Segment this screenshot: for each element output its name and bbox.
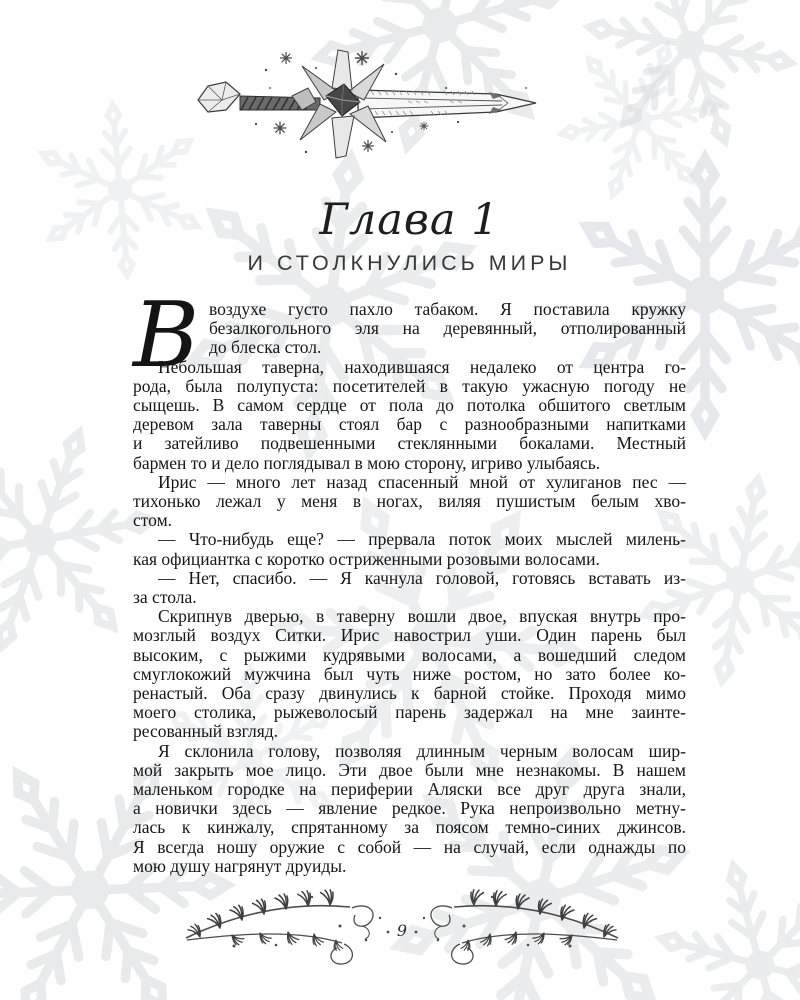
text-line: ресованный взгляд. [133, 721, 279, 742]
text-line: Скрипнув дверью, в таверну вошли двое, впуская внутрь про- [158, 606, 686, 627]
body-text [133, 283, 686, 876]
text-line: мою душу нагрянут друиды. [133, 855, 347, 876]
text-line: воздухе густо пахло табаком. Я поставила кружку [209, 299, 686, 319]
text-line: бармен то и дело поглядывал в мою сторону, игриво улыбаясь. [133, 452, 601, 473]
text-line: сыщешь. В самом сердце от пола до потолка обшитого светлым [133, 395, 686, 416]
text-line: а новички здесь — явление редкое. Рука непроизвольно метну- [133, 798, 686, 819]
text-line: моего столика, рыжеволосый парень задержал на мне заинте- [133, 702, 686, 723]
text-line: мозглый воздух Ситки. Ирис навострил уши. Один парень был [133, 625, 686, 646]
text-line: маленьком городке на периферии Аляски все друг друга знали, [133, 779, 686, 800]
text-line: — Нет, спасибо. — Я качнула головой, готовясь вставать из- [158, 567, 686, 588]
text-line: смуглокожий мужчина был чуть ниже ростом, но зато более ко- [133, 663, 686, 684]
text-line: до блеска стол. [209, 337, 322, 358]
text-line: тихонько лежал у меня в ногах, виляя пушистым белым хво- [133, 491, 686, 512]
paragraph [133, 742, 686, 876]
chapter-number-script: Глава 1 [319, 195, 500, 245]
page-number: 9 [396, 921, 408, 940]
chapter-title: И СТОЛКНУЛИСЬ МИРЫ [247, 251, 572, 275]
text-line: за стола. [133, 587, 197, 608]
paragraph [133, 569, 686, 607]
text-line: безалкогольного эля на деревянный, отполированный [209, 318, 686, 339]
paragraph [133, 473, 686, 531]
text-line: рода, была полупуста: посетителей в такую ужасную погоду не [133, 375, 686, 396]
text-line: высоким, с рыжими кудрявыми волосами, а вошедший следом [133, 644, 686, 665]
sword-illustration [196, 44, 546, 166]
text-line: и затейливо подвешенными стеклянными бокалами. Местный [133, 433, 686, 454]
text-line: стом. [133, 510, 173, 531]
text-line: кая официантка с коротко остриженными розовыми волосами. [133, 548, 600, 569]
text-line: ренастый. Оба сразу двинулись к барной стойке. Проходя мимо [133, 683, 686, 704]
text-line: деревом зала таверны стоял бар с разнообразными напитками [133, 414, 686, 435]
text-line: Я всегда ношу оружие с собой — на случай, если однажды по [133, 836, 686, 857]
text-line: Небольшая таверна, находившаяся недалеко от центра го- [158, 356, 686, 377]
text-line: лась к кинжалу, спрятанному за поясом темно-синих джинсов. [133, 817, 686, 838]
text-line: Ирис — много лет назад спасенный мной от хулиганов пес — [158, 471, 686, 492]
text-line: Я склонила голову, позволяя длинным черным волосам шир- [158, 740, 686, 761]
text-line: мой закрыть мое лицо. Эти двое были мне незнакомы. В нашем [133, 759, 686, 780]
drop-cap: В [133, 283, 200, 388]
paragraph [133, 530, 686, 568]
text-line: — Что-нибудь еще? — прервала поток моих мыслей милень- [158, 529, 686, 550]
paragraph [133, 358, 686, 473]
paragraph [133, 607, 686, 741]
